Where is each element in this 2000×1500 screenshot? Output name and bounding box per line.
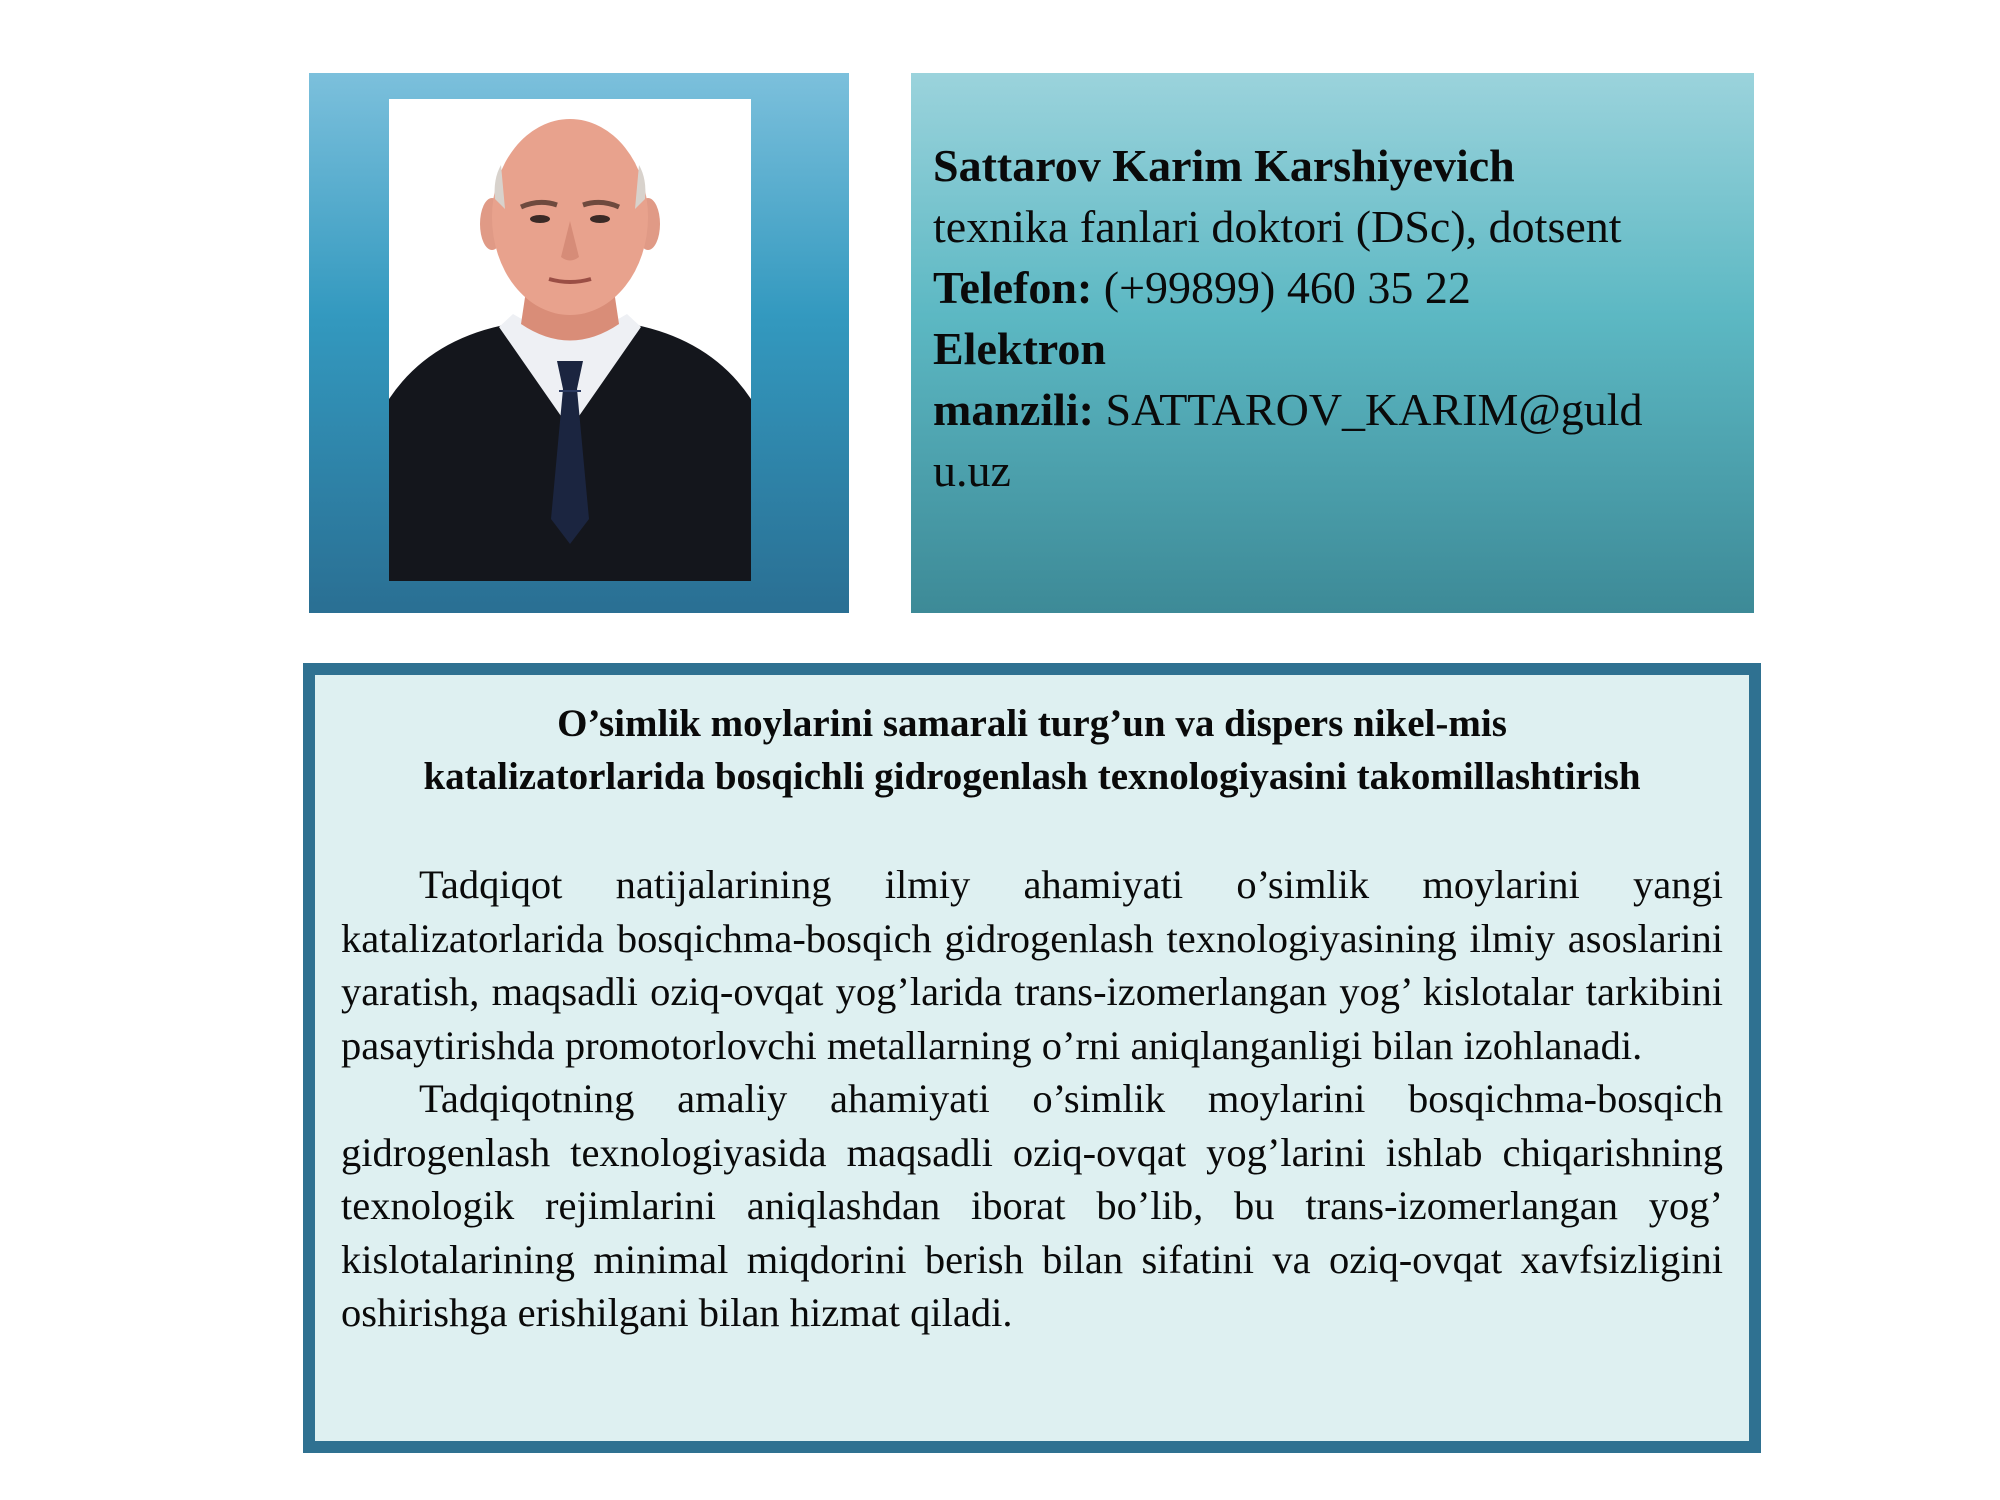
abstract-title-line2: katalizatorlarida bosqichli gidrogenlash texnologiyasini takomillashtirish xyxy=(423,755,1641,798)
email-label-line1: Elektron xyxy=(933,323,1106,374)
email-value: SATTAROV_KARIM@guld xyxy=(1105,384,1643,435)
contact-info-panel xyxy=(911,73,1754,613)
email-value-continuation: u.uz xyxy=(933,445,1011,496)
portrait-photo xyxy=(389,99,751,581)
abstract-title-line1: O’simlik moylarini samarali turg’un va dispers nikel-mis xyxy=(557,702,1507,745)
portrait-illustration xyxy=(389,99,751,581)
photo-panel xyxy=(309,73,849,613)
academic-degree: texnika fanlari doktori (DSc), dotsent xyxy=(933,201,1622,252)
scientific-significance-paragraph: Tadqiqot natijalarining ilmiy ahamiyati o’simlik moylarini yangi katalizatorlarida bosqichma-bosqich gidrogenlash texnologiyasining ilmiy asoslarini yaratish, maqsadli oziq-ovqat yog’larida trans-izomerlangan yog’ kislotalar tarkibini pasaytirishda promotorlovchi metallarning o’rni aniqlanganligi bilan izohlanadi. xyxy=(341,862,1723,1068)
practical-significance-paragraph: Tadqiqotning amaliy ahamiyati o’simlik moylarini bosqichma-bosqich gidrogenlash texnologiyasida maqsadli oziq-ovqat yog’larini ishlab chiqarishning texnologik rejimlarini aniqlashdan iborat bo’lib, bu trans-izomerlangan yog’ kislotalarining minimal miqdorini berish bilan sifatini va oziq-ovqat xavfsizligini oshirishga erishilgani bilan hizmat qiladi. xyxy=(341,1076,1723,1335)
email-line xyxy=(933,379,1724,440)
abstract-box xyxy=(303,663,1761,1453)
abstract-body xyxy=(341,858,1723,1340)
phone-line xyxy=(933,257,1724,318)
person-name: Sattarov Karim Karshiyevich xyxy=(933,140,1515,191)
phone-label: Telefon: xyxy=(933,262,1093,313)
phone-value: (+99899) 460 35 22 xyxy=(1103,262,1471,313)
email-label: manzili: xyxy=(933,384,1094,435)
